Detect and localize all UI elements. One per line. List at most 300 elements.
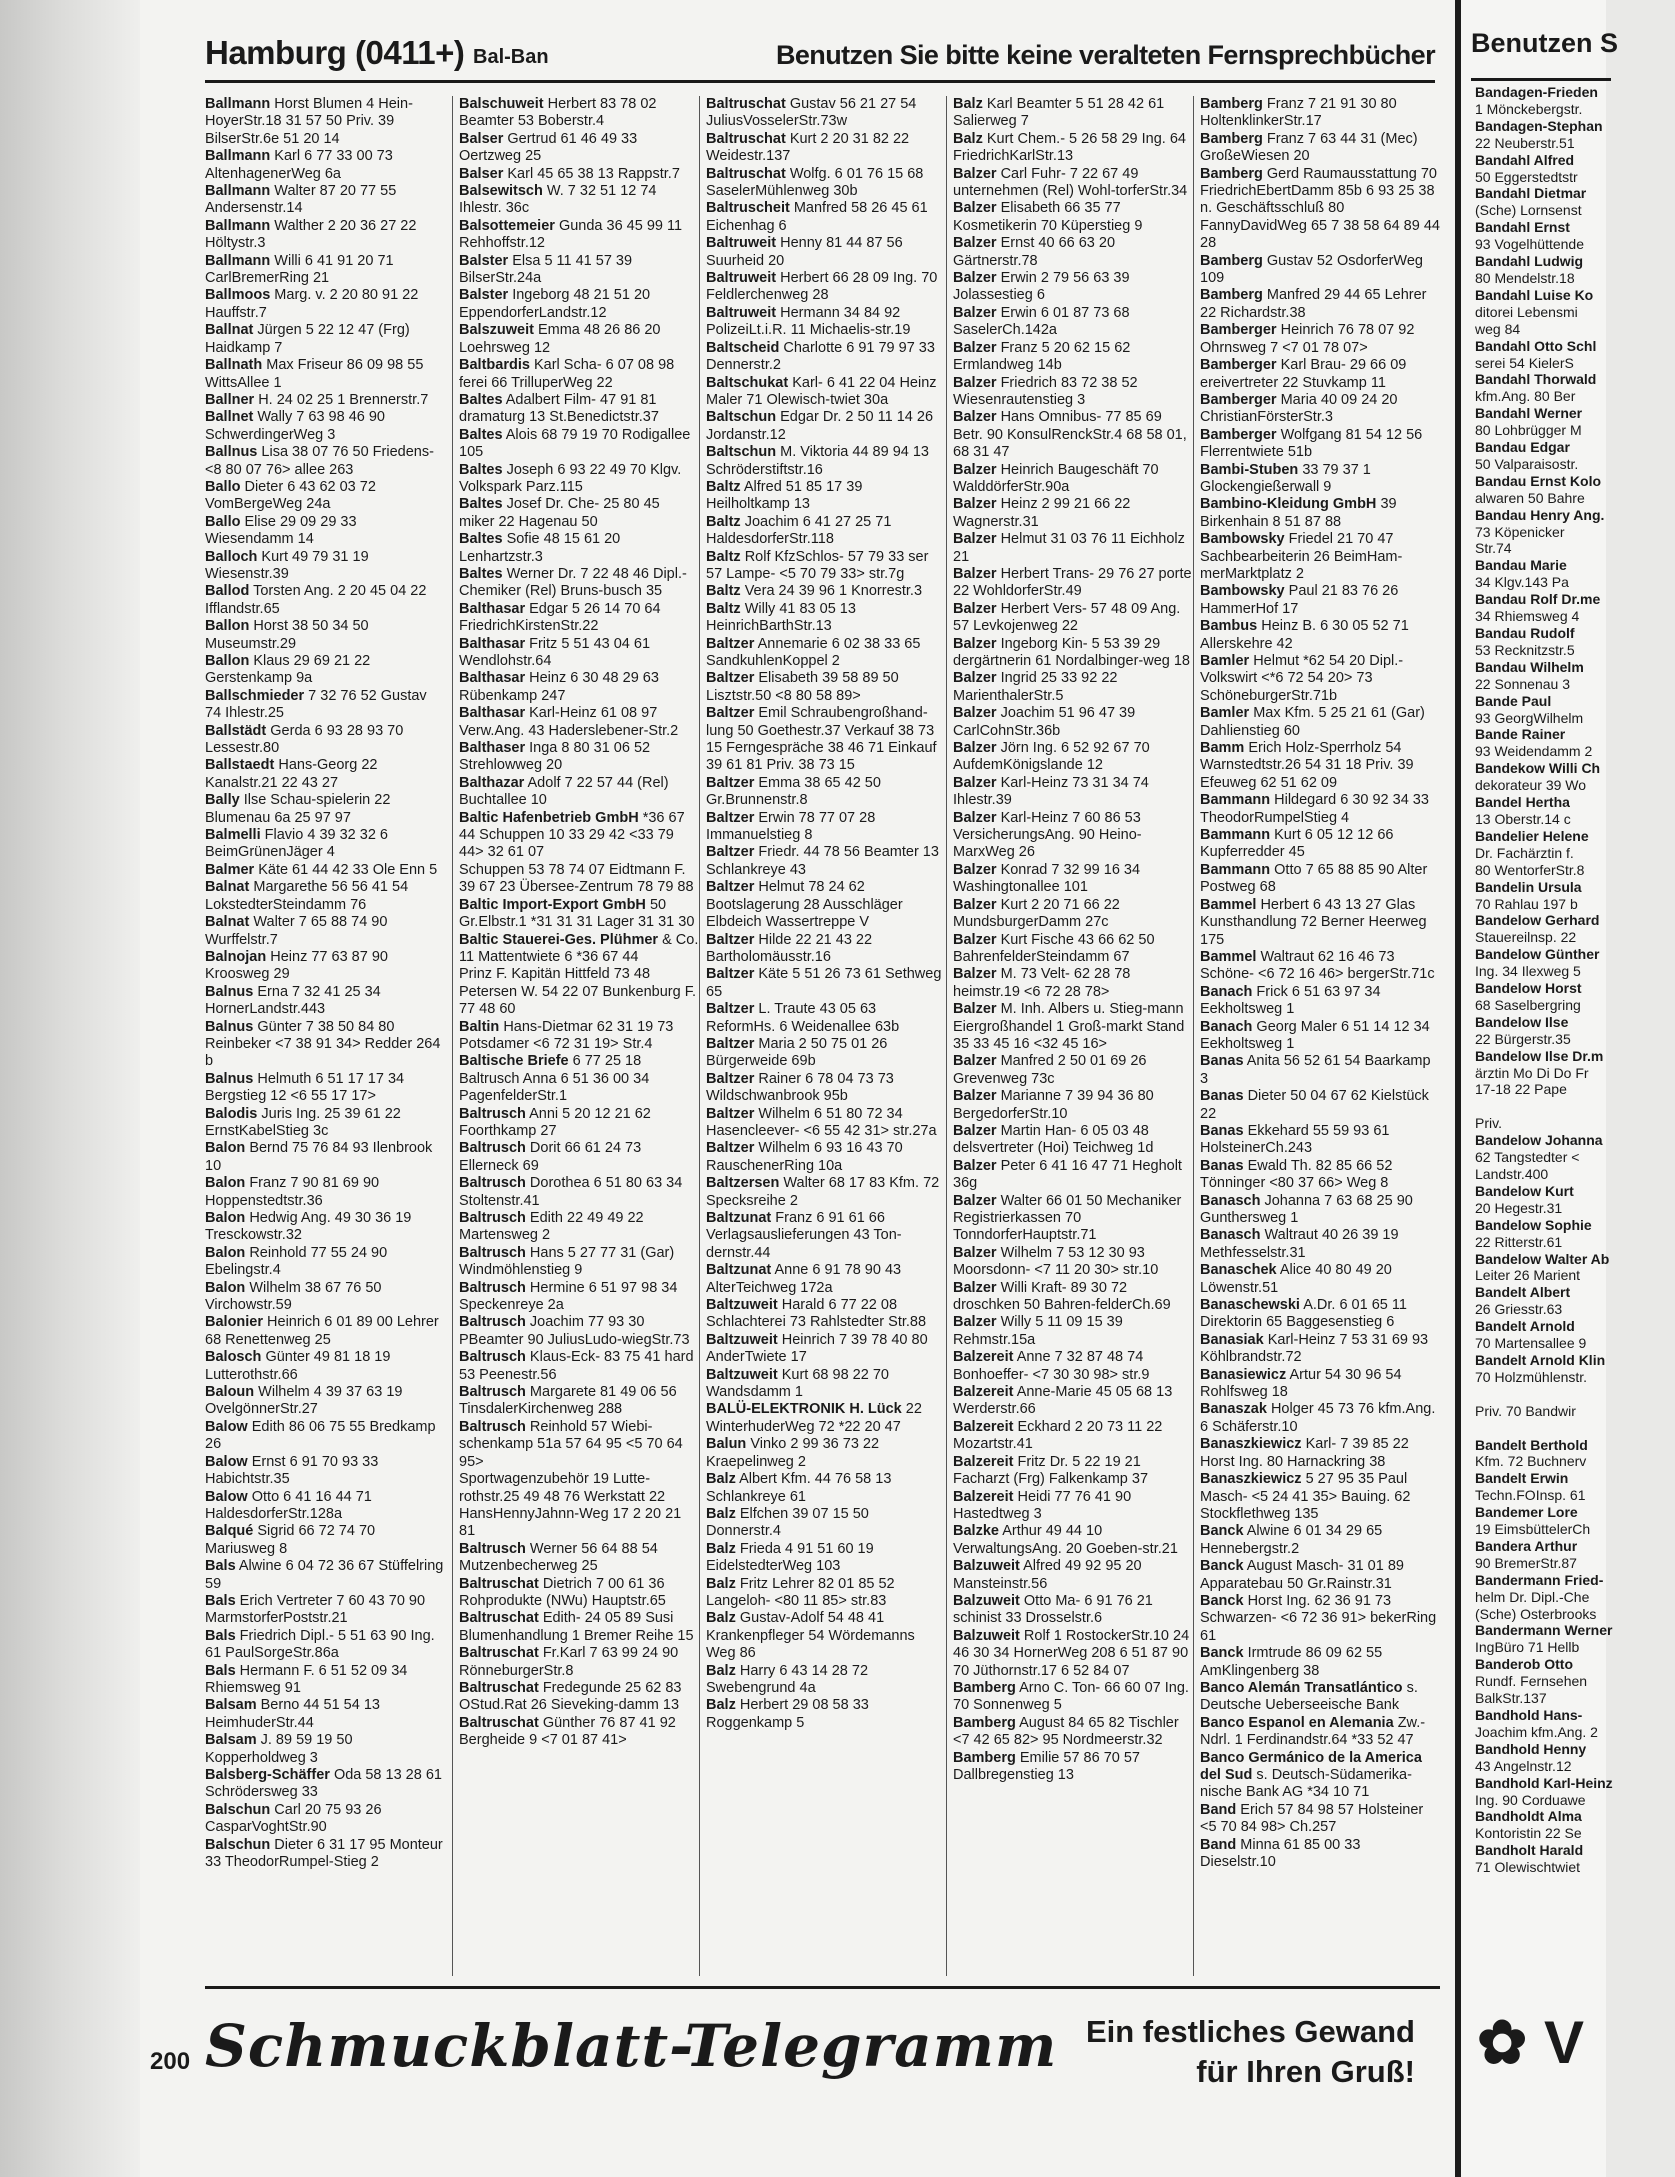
- listing-entry: [205, 1593, 445, 1628]
- entry-details: Anne-Marie 45 05 68 13 Werderstr.66: [953, 1384, 1173, 1418]
- entry-surname: Balzereit: [953, 1488, 1014, 1505]
- listing-entry: [205, 1245, 445, 1280]
- entry-details: Annemarie 6 02 38 33 65 SandkuhlenKoppel 2: [706, 635, 921, 669]
- next-page-line: Bandagen-Stephan: [1475, 117, 1603, 134]
- listing-entry: [205, 218, 445, 253]
- entry-details: Hans Omnibus- 77 85 69 Betr. 90 KonsulRenckStr.4 68 58 01, 68 31 47: [953, 409, 1187, 461]
- listing-entry: [953, 775, 1193, 810]
- next-page-line: 93 Weidendamm 2: [1475, 743, 1593, 760]
- entry-surname: Baltz: [706, 513, 741, 530]
- entry-details: Hildegard 6 30 92 34 33 TheodorRumpelStieg 4: [1200, 792, 1429, 826]
- listing-entry: [205, 1106, 445, 1141]
- listing-entry: [205, 757, 445, 792]
- next-page-line: Bandholt Harald: [1475, 1842, 1584, 1859]
- listing-entry: [459, 705, 699, 740]
- entry-surname: Band: [1200, 1836, 1237, 1853]
- entry-details: Holger 45 73 76 kfm.Ang. 6 Schäferstr.10: [1200, 1401, 1436, 1435]
- entry-surname: Balser: [459, 130, 504, 147]
- listing-entry: [1200, 1436, 1440, 1471]
- entry-surname: Baltscheid: [706, 339, 780, 356]
- listing-entry: [1200, 1750, 1440, 1802]
- entry-details: Karl 6 77 33 00 73 AltenhagenerWeg 6a: [205, 148, 393, 182]
- listing-entry: [953, 496, 1193, 531]
- entry-details: M. 73 Velt- 62 28 78 heimstr.19 <6 72 28 78>: [953, 966, 1131, 1000]
- listing-entry: [1200, 740, 1440, 792]
- entry-surname: Balsam: [205, 1697, 257, 1714]
- listing-entry: [1200, 618, 1440, 653]
- listing-entry: [953, 1558, 1193, 1593]
- entry-details: W. 7 32 51 12 74 Ihlestr. 36c: [459, 183, 657, 217]
- entry-details: Anne 7 32 87 48 74 Bonhoeffer- <7 30 30 98> str.9: [953, 1349, 1150, 1383]
- listing-entry: [205, 984, 445, 1019]
- entry-details: 22 WinterhuderWeg 72 *22 20 47: [706, 1401, 922, 1435]
- entry-details: Edith- 24 05 89 Susi Blumenhandlung 1 Bremer Reihe 15: [459, 1610, 694, 1644]
- entry-details: Marianne 7 39 94 36 80 BergedorferStr.10: [953, 1088, 1154, 1122]
- entry-surname: Banasiewicz: [1200, 1366, 1287, 1383]
- listing-entry: [706, 514, 946, 549]
- entry-details: Walther 2 20 36 27 22 Höltystr.3: [205, 217, 417, 252]
- listing-entry: [1200, 1593, 1440, 1645]
- listing-entry: [953, 1001, 1193, 1053]
- listing-entry: [953, 1489, 1193, 1524]
- entry-surname: Balz: [706, 1697, 736, 1714]
- listing-entry: [953, 670, 1193, 705]
- entry-surname: Balzer: [953, 235, 997, 252]
- next-page-line: Bandahl Otto Schl: [1475, 337, 1597, 354]
- listing-entry: [706, 1541, 946, 1576]
- entry-details: Joachim 51 96 47 39 CarlCohnStr.36b: [953, 705, 1136, 739]
- entry-surname: Ballo: [205, 478, 241, 495]
- listing-entry: [706, 340, 946, 375]
- next-page-line: kfm.Ang. 80 Ber: [1475, 388, 1576, 405]
- entry-surname: Ballner: [205, 391, 255, 408]
- listing-entry: [706, 583, 946, 600]
- entry-surname: Bals: [205, 1558, 236, 1575]
- entry-surname: Balnus: [205, 1018, 254, 1035]
- next-page-line: 22 Neuberstr.51: [1475, 134, 1575, 151]
- entry-surname: Baltzer: [706, 1070, 755, 1087]
- listing-entry: [706, 810, 946, 845]
- entry-details: Heinz 6 30 48 29 63 Rübenkamp 247: [459, 670, 659, 704]
- entry-surname: Ballschmieder: [205, 687, 305, 704]
- entry-details: Gustav 56 21 27 54 JuliusVosselerStr.73w: [706, 96, 917, 130]
- listing-entry: [706, 1436, 946, 1471]
- listing-entry: [706, 1106, 946, 1141]
- listing-entry: [205, 688, 445, 723]
- listing-entry: [205, 1732, 445, 1767]
- listing-entry: [1200, 287, 1440, 322]
- entry-surname: Balszuweit: [459, 322, 534, 339]
- entry-details: Wally 7 63 98 46 90 SchwerdingerWeg 3: [205, 409, 386, 443]
- entry-details: Hermine 6 51 97 98 34 Speckenreye 2a: [459, 1279, 678, 1314]
- entry-surname: Bammann: [1200, 827, 1271, 844]
- entry-surname: Balthasar: [459, 670, 526, 687]
- entry-details: & Co. 11 Mattentwiete 6 *36 67 44: [459, 931, 699, 965]
- entry-surname: Baltschun: [706, 444, 777, 461]
- listing-entry: [1200, 1262, 1440, 1297]
- listing-entry: [205, 1175, 445, 1210]
- next-page-line: 90 BremerStr.87: [1475, 1554, 1577, 1571]
- entry-details: Lisa 38 07 76 50 Friedens- <8 80 07 76> allee 263: [205, 444, 434, 478]
- listing-entry: [1200, 1019, 1440, 1054]
- next-page-header: Benutzen S: [1471, 28, 1619, 58]
- next-page-logo-letter: V: [1543, 2009, 1584, 2076]
- entry-surname: Bammel: [1200, 948, 1257, 965]
- entry-surname: Bambowsky: [1200, 583, 1285, 600]
- next-page-line: 70 Martensallee 9: [1475, 1335, 1587, 1352]
- listing-entry: [459, 1610, 699, 1645]
- listing-entry: [1200, 1715, 1440, 1750]
- listing-entry: [459, 1715, 699, 1750]
- entry-details: Herbert 29 08 58 33 Roggenkamp 5: [706, 1697, 869, 1731]
- entry-surname: Ballo: [205, 513, 241, 530]
- entry-surname: Balzer: [953, 270, 997, 287]
- entry-surname: Ballmann: [205, 96, 271, 112]
- next-page-line: Joachim kfm.Ang. 2: [1475, 1723, 1598, 1740]
- entry-details: Carl Fuhr- 7 22 67 49 unternehmen (Rel) Wohl-torferStr.34: [953, 165, 1188, 200]
- listing-entry: [205, 1523, 445, 1558]
- entry-surname: Balster: [459, 287, 509, 304]
- header-slogan: Benutzen Sie bitte keine veralteten Fernsprechbücher: [775, 40, 1435, 70]
- next-page-line: [1475, 1420, 1675, 1437]
- entry-surname: Baltes: [459, 531, 503, 548]
- listing-entry: [459, 531, 699, 566]
- entry-surname: Balzer: [953, 1053, 997, 1070]
- listing-entry: [1200, 1367, 1440, 1402]
- entry-surname: Balthasar: [459, 600, 526, 617]
- entry-surname: Bammel: [1200, 896, 1257, 913]
- entry-details: Dietrich 7 00 61 36 Rohprodukte (NWu) Hauptstr.65: [459, 1575, 666, 1609]
- entry-surname: Balzer: [953, 1192, 997, 1209]
- entry-surname: Balz: [953, 96, 983, 112]
- entry-surname: Bamberg: [953, 1714, 1016, 1731]
- entry-details: Berno 44 51 54 13 HeimhuderStr.44: [205, 1697, 380, 1731]
- entry-surname: Baltrusch: [459, 1279, 526, 1296]
- listing-entry: [1200, 1680, 1440, 1715]
- entry-surname: Baltzer: [706, 670, 755, 687]
- entry-surname: Balnus: [205, 1070, 254, 1087]
- flower-icon: ✿: [1477, 2009, 1528, 2076]
- listing-entry: [205, 1349, 445, 1384]
- entry-details: 33 79 37 1 Glockengießerwall 9: [1200, 461, 1371, 495]
- next-page-line: Leiter 26 Marient: [1475, 1267, 1581, 1284]
- entry-surname: Baltes: [459, 461, 503, 478]
- entry-surname: Baltschukat: [706, 374, 789, 391]
- listing-entry: [1200, 1158, 1440, 1193]
- entry-details: Franz 7 63 44 31 (Mec) GroßeWiesen 20: [1200, 130, 1418, 165]
- next-page-line: Bandhold Henny: [1475, 1740, 1587, 1757]
- listing-entry: [1200, 705, 1440, 740]
- next-page-line: 19 EimsbüttelerCh: [1475, 1521, 1591, 1538]
- listing-entry: [1200, 1123, 1440, 1158]
- entry-details: Helmut 78 24 62 Bootslagerung 28 Ausschläger Elbdeich Wassertreppe V: [706, 879, 903, 931]
- next-page-line: Priv. 70 Bandwir: [1475, 1402, 1576, 1419]
- entry-details: Artur 54 30 96 54 Rohlfsweg 18: [1200, 1366, 1402, 1401]
- listing-entry: [205, 1802, 445, 1837]
- entry-surname: Ballmann: [205, 252, 271, 269]
- next-page-line: 34 Rhiemsweg 4: [1475, 608, 1580, 625]
- entry-details: Willy 5 11 09 15 39 Rehmstr.15a: [953, 1314, 1123, 1348]
- entry-details: Gustav 52 OsdorferWeg 109: [1200, 252, 1423, 287]
- entry-surname: Baltzer: [706, 1140, 755, 1157]
- entry-details: Fritz 5 51 43 04 61 Wendlohstr.64: [459, 635, 651, 669]
- entry-details: Flavio 4 39 32 32 6 BeimGrünenJäger 4: [205, 827, 388, 861]
- entry-surname: Baltruschat: [706, 96, 786, 112]
- entry-details: Karl- 6 41 22 04 Heinz Maler 71 Olewisch-twiet 30a: [706, 374, 937, 408]
- entry-details: Klaus 29 69 21 22 Gerstenkamp 9a: [205, 653, 371, 687]
- entry-details: Willi Kraft- 89 30 72 droschken 50 Bahren-felderCh.69: [953, 1279, 1171, 1314]
- listing-entry: [459, 601, 699, 636]
- entry-surname: Baltes: [459, 496, 503, 513]
- entry-surname: Baltzer: [706, 705, 755, 722]
- entry-details: Friedel 21 70 47 Sachbearbeiterin 26 BeimHam-merMarktplatz 2: [1200, 531, 1403, 582]
- entry-surname: Baltruschat: [459, 1714, 539, 1731]
- entry-details: Manfred 58 26 45 61 Eichenhag 6: [706, 200, 928, 234]
- listing-entry: [459, 253, 699, 288]
- next-page-line: Bandekow Willi Ch: [1475, 760, 1601, 777]
- listing-entry: [459, 1680, 699, 1715]
- entry-surname: Balz: [706, 1540, 736, 1557]
- entry-details: Hans-Dietmar 62 31 19 73 Potsdamer <6 72 31 19> Str.4: [459, 1018, 674, 1052]
- next-page-line: Bandahl Thorwald: [1475, 371, 1597, 388]
- entry-surname: Bamberger: [1200, 391, 1277, 408]
- entry-surname: Balschuweit: [459, 96, 544, 112]
- entry-details: Charlotte 6 91 79 97 33 Dennerstr.2: [706, 339, 935, 374]
- entry-surname: Balow: [205, 1453, 248, 1470]
- entry-surname: Balsam: [205, 1732, 257, 1749]
- listing-entry: [205, 1767, 445, 1802]
- entry-details: Kurt 68 98 22 70 Wandsdamm 1: [706, 1366, 889, 1401]
- listing-entry: [1200, 1401, 1440, 1436]
- listing-entry: [1200, 1837, 1440, 1872]
- next-page-line: 22 Bürgerstr.35: [1475, 1030, 1571, 1047]
- entry-surname: Balnojan: [205, 948, 267, 965]
- entry-surname: Balon: [205, 1210, 246, 1226]
- entry-details: Dieter 6 31 17 95 Monteur 33 TheodorRumpel-Stieg 2: [205, 1836, 443, 1871]
- advert-tagline: [1040, 2012, 1415, 2092]
- entry-surname: Bamberger: [1200, 322, 1277, 339]
- listing-entry: [1200, 200, 1440, 252]
- listing-entry: [459, 392, 699, 427]
- entry-surname: Balzer: [953, 635, 997, 652]
- listing-entry: [205, 618, 445, 653]
- listing-entry: [706, 1663, 946, 1698]
- entry-details: Willi 6 41 91 20 71 CarlBremerRing 21: [205, 252, 394, 287]
- entry-surname: Baltruschat: [459, 1679, 539, 1696]
- entry-details: Prinz F. Kapitän Hittfeld 73 48 Petersen W. 54 22 07 Bunkenburg F. 77 48 60: [459, 966, 696, 1018]
- entry-details: Arno C. Ton- 66 60 07 Ing. 70 Sonnenweg 5: [953, 1679, 1189, 1714]
- entry-surname: Bamberg: [1200, 287, 1263, 304]
- listing-entry: [1200, 1558, 1440, 1593]
- listing-entry: [706, 200, 946, 235]
- entry-surname: Balz: [953, 130, 983, 147]
- entry-surname: Ballnat: [205, 322, 254, 339]
- next-page-line: 70 Rahlau 197 b: [1475, 895, 1578, 912]
- next-page-line: Bandelin Ursula: [1475, 878, 1582, 895]
- listing-entry: [205, 1140, 445, 1175]
- entry-surname: Bals: [205, 1627, 236, 1644]
- entry-surname: Balmer: [205, 861, 255, 878]
- entry-details: Carl 20 75 93 26 CasparVoghtStr.90: [205, 1801, 382, 1836]
- entry-surname: Balzer: [953, 931, 997, 948]
- listing-entry: [953, 862, 1193, 897]
- listing-entry: [953, 705, 1193, 740]
- entry-surname: Bambowsky: [1200, 531, 1285, 548]
- listing-entry: [459, 96, 699, 131]
- entry-details: Inga 8 80 31 06 52 Strehlowweg 20: [459, 740, 651, 774]
- entry-details: Irmtrude 86 09 62 55 AmKlingenberg 38: [1200, 1645, 1383, 1679]
- entry-details: Herbert Trans- 29 76 27 porte 22 WohldorferStr.49: [953, 565, 1192, 600]
- listing-entry: [459, 462, 699, 497]
- listing-entry: [1200, 792, 1440, 827]
- listing-entry: [706, 549, 946, 584]
- entry-surname: Balsberg-Schäffer: [205, 1767, 330, 1783]
- entry-surname: Balon: [205, 1140, 246, 1157]
- entry-details: 50 Gr.Elbstr.1 *31 31 31 Lager 31 31 30: [459, 896, 695, 931]
- entry-details: A.Dr. 6 01 65 11 Direktorin 65 Baggesenstieg 6: [1200, 1297, 1407, 1331]
- listing-entry: [1200, 1802, 1440, 1837]
- listing-entry: [459, 670, 699, 705]
- listing-entry: [953, 810, 1193, 862]
- next-page-line: Bandahl Ernst: [1475, 219, 1570, 236]
- entry-surname: Baltzer: [706, 931, 755, 948]
- next-page-line: 22 Ritterstr.61: [1475, 1233, 1563, 1250]
- listing-entry: [205, 914, 445, 949]
- entry-details: Werner 56 64 88 54 Mutzenbecherweg 25: [459, 1540, 658, 1575]
- entry-details: Erna 7 32 41 25 34 HornerLandstr.443: [205, 983, 381, 1018]
- entry-details: Heinz 77 63 87 90 Kroosweg 29: [205, 948, 388, 983]
- listing-entry: [706, 844, 946, 879]
- entry-details: Rainer 6 78 04 73 73 Wildschwanbrook 95b: [706, 1070, 894, 1105]
- listing-entry: [459, 810, 699, 862]
- entry-surname: Baltische Briefe: [459, 1053, 569, 1070]
- listing-entry: [459, 1210, 699, 1245]
- next-page-line: Bandelow Gerhard: [1475, 912, 1600, 929]
- listing-entry: [205, 1558, 445, 1593]
- listing-entry: [1200, 322, 1440, 357]
- entry-surname: BALÜ-ELEKTRONIK H. Lück: [706, 1401, 902, 1418]
- entry-details: Ernst 6 91 70 93 33 Habichtstr.35: [205, 1453, 379, 1488]
- entry-surname: Balzuweit: [953, 1627, 1020, 1644]
- entry-details: Juris Ing. 25 39 61 22 ErnstKabelStieg 3c: [205, 1105, 401, 1139]
- listing-entry: [953, 166, 1193, 201]
- entry-details: Edgar Dr. 2 50 11 14 26 Jordanstr.12: [706, 409, 934, 443]
- entry-surname: Banas: [1200, 1088, 1244, 1105]
- entry-surname: Balzereit: [953, 1418, 1014, 1435]
- entry-details: Frieda 4 91 51 60 19 EidelstedterWeg 103: [706, 1540, 874, 1575]
- listing-entry: [459, 131, 699, 166]
- entry-surname: Bamm: [1200, 740, 1245, 757]
- listing-entry: [205, 514, 445, 549]
- entry-details: n. Geschäftsschluß 80 FannyDavidWeg 65 7 38 58 64 89 44 28: [1200, 200, 1440, 252]
- entry-surname: Banasch: [1200, 1192, 1261, 1209]
- entry-surname: Balzer: [953, 861, 997, 878]
- entry-details: Helmut 31 03 76 11 Eichholz 21: [953, 531, 1185, 565]
- entry-details: Elisabeth 39 58 89 50 Lisztstr.50 <8 80 58 89>: [706, 670, 899, 704]
- entry-details: Joseph 6 93 22 49 70 Klgv. Volkspark Parz.115: [459, 461, 682, 495]
- next-page-line: (Sche) Lornsenst: [1475, 202, 1582, 219]
- entry-surname: Balzer: [953, 670, 997, 687]
- entry-details: Reinhold 57 Wiebi-schenkamp 51a 57 64 95 <5 70 64 95>: [459, 1418, 683, 1470]
- listing-entry: [706, 1210, 946, 1262]
- entry-details: Manfred 2 50 01 69 26 Grevenweg 73c: [953, 1053, 1147, 1087]
- listing-entry: [1200, 949, 1440, 984]
- entry-surname: Ballnus: [205, 444, 258, 461]
- entry-surname: Balthasar: [459, 635, 526, 652]
- entry-surname: Balzer: [953, 1088, 997, 1105]
- entry-details: Kurt Fische 43 66 62 50 BahrenfelderSteindamm 67: [953, 931, 1155, 965]
- next-page-line: Bandelow Kurt: [1475, 1182, 1574, 1199]
- next-page-line: Banderob Otto: [1475, 1656, 1573, 1673]
- entry-surname: Balz: [706, 1610, 736, 1627]
- entry-surname: Banaschek: [1200, 1262, 1277, 1279]
- next-page-line: Ing. 34 Ilexweg 5: [1475, 963, 1581, 980]
- entry-surname: Baltruschat: [706, 165, 786, 182]
- entry-surname: Balzer: [953, 1244, 997, 1261]
- next-page-line: 62 Tangstedter <: [1475, 1149, 1580, 1166]
- listing-entry: [459, 1314, 699, 1349]
- listing-entry: [205, 183, 445, 218]
- entry-surname: Balun: [706, 1436, 747, 1453]
- entry-surname: Baltrusch: [459, 1210, 526, 1226]
- entry-details: Herbert 6 43 13 27 Glas Kunsthandlung 72 Berner Heerweg 175: [1200, 896, 1427, 948]
- entry-surname: Balthazar: [459, 774, 525, 791]
- next-page-line: Bandelow Günther: [1475, 946, 1600, 963]
- next-page-line: Bandel Hertha: [1475, 794, 1570, 811]
- entry-details: Frick 6 51 63 97 34 Eekholtsweg 1: [1200, 983, 1381, 1018]
- entry-details: Elisabeth 66 35 77 Kosmetikerin 70 Küperstieg 9: [953, 200, 1143, 234]
- entry-surname: Baltzuweit: [706, 1331, 778, 1348]
- entry-details: Wilhelm 6 51 80 72 34 Hasencleever- <6 55 42 31> str.27a: [706, 1105, 937, 1139]
- entry-details: Edith 22 49 49 22 Martensweg 2: [459, 1210, 644, 1244]
- entry-details: Joachim 77 93 30 PBeamter 90 JuliusLudo-wiegStr.73: [459, 1314, 690, 1348]
- entry-surname: Balzereit: [953, 1349, 1014, 1366]
- entry-surname: Baltruschat: [706, 130, 786, 147]
- listing-entry: [953, 1593, 1193, 1628]
- listing-entry: [953, 1280, 1193, 1315]
- next-page-line: serei 54 KielerS: [1475, 354, 1574, 371]
- entry-surname: Banach: [1200, 983, 1253, 1000]
- entry-details: Harry 6 43 14 28 72 Swebengrund 4a: [706, 1662, 869, 1696]
- listing-entry: [706, 1697, 946, 1732]
- listing-entry: [1200, 897, 1440, 949]
- entry-details: Willy 41 83 05 13 HeinrichBarthStr.13: [706, 600, 856, 635]
- entry-surname: Balzer: [953, 374, 997, 391]
- entry-details: Joachim 6 41 27 25 71 HaldesdorferStr.118: [706, 513, 892, 548]
- entry-details: Wolfgang 81 54 12 56 Flerrentwiete 51b: [1200, 426, 1423, 461]
- entry-surname: Baltzunat: [706, 1210, 772, 1226]
- entry-surname: Balster: [459, 252, 509, 269]
- entry-details: Torsten Ang. 2 20 45 04 22 Ifflandstr.65: [205, 583, 427, 617]
- entry-details: Alfred 51 85 17 39 Heilholtkamp 13: [706, 478, 863, 513]
- entry-surname: Bals: [205, 1592, 236, 1609]
- next-page-line: Bandahl Ludwig: [1475, 253, 1584, 270]
- next-page-listing: [1475, 84, 1675, 1876]
- entry-surname: Band: [1200, 1801, 1237, 1818]
- listing-entry: [953, 340, 1193, 375]
- entry-details: 7 32 76 52 Gustav 74 Ihlestr.25: [205, 687, 427, 722]
- next-page-line: Bandau Henry Ang.: [1475, 506, 1605, 523]
- entry-surname: Baltzer: [706, 635, 755, 652]
- listing-entry: [953, 200, 1193, 235]
- next-page-line: 20 Hegestr.31: [1475, 1199, 1563, 1216]
- entry-details: Otto 7 65 88 85 90 Alter Postweg 68: [1200, 861, 1428, 896]
- entry-details: *36 67 44 Schuppen 10 33 29 42 <33 79 44> 32 61 07: [459, 809, 685, 861]
- entry-details: Dorothea 6 51 80 63 34 Stoltenstr.41: [459, 1175, 683, 1209]
- listing-entry: [205, 549, 445, 584]
- listing-entry: [1200, 862, 1440, 897]
- entry-details: Dieter 6 43 62 03 72 VomBergeWeg 24a: [205, 478, 376, 513]
